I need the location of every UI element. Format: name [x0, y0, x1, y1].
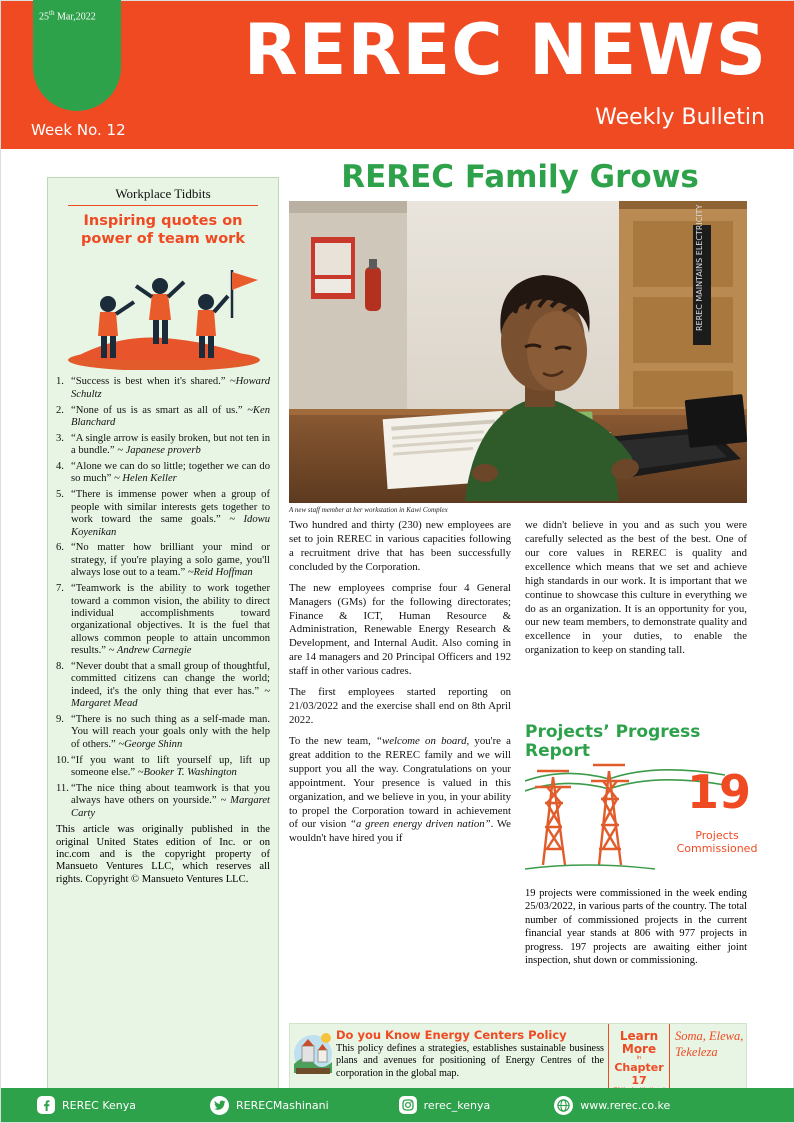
page-footer: [1, 1088, 794, 1122]
issue-date-day: 25: [39, 11, 49, 23]
article-column-right: [525, 519, 747, 665]
projects-commissioned-label: Projects Commissioned: [676, 829, 758, 856]
quote-number: 10.: [56, 754, 70, 766]
quote-text: “A single arrow is easily broken, but not ten in a bundle.”: [71, 432, 270, 457]
article-paragraph: we didn't believe in you and as such you were carefully selected as the best of the best. One of our core values in REREC is quality and excellence which means that we set and achieve high standards in our work. It is important that we continue to showcase this culture in everything we do as an organization. It is an opportunity for you, our new team members, to demonstrate quality and excellence in your duties, to enable the organization to keep on standing tall.: [525, 519, 747, 657]
list-item: [56, 461, 270, 486]
main-headline: REREC Family Grows: [341, 159, 699, 195]
quote-text: “If you want to lift yourself up, lift up someone else.”: [71, 754, 270, 779]
sidebar-title: Workplace Tidbits: [68, 186, 258, 206]
quote-text: “Success is best when it's shared.”: [71, 376, 226, 388]
quote-number: 3.: [56, 432, 64, 444]
quote-author: ~Reid Hoffman: [187, 567, 253, 579]
list-item: [56, 542, 270, 579]
list-item: [56, 755, 270, 780]
issue-date: [39, 9, 96, 22]
svg-text:REREC MAINTAINS ELECTRICITY: REREC MAINTAINS ELECTRICITY: [695, 204, 704, 331]
quote-list: [56, 376, 270, 820]
welcome-quote-open: “welcome on board,: [376, 734, 470, 747]
week-number: Week No. 12: [31, 121, 126, 139]
quote-author: ~ Japanese proverb: [117, 445, 201, 457]
quote-number: 6.: [56, 542, 64, 554]
globe-icon: [554, 1096, 573, 1115]
facebook-icon: [37, 1096, 55, 1114]
list-item: [56, 489, 270, 539]
quote-author: ~ Margaret Mead: [71, 685, 270, 710]
welcome-text-c: . We wouldn't have hired you if: [289, 818, 511, 845]
policy-banner: [289, 1023, 747, 1091]
bulletin-subtitle: Weekly Bulletin: [595, 105, 765, 130]
learn-more-box[interactable]: [608, 1024, 670, 1090]
quote-number: 1.: [56, 376, 64, 388]
quote-number: 5.: [56, 489, 64, 501]
quote-author: ~Ken Blanchard: [71, 404, 270, 428]
quote-number: 9.: [56, 714, 64, 726]
article-column-left: [289, 519, 511, 853]
list-item: [56, 714, 270, 751]
workplace-tidbits-sidebar: [47, 177, 279, 1093]
sidebar-copyright-note: This article was originally published in the original United States edition of Inc. or on inc.com and is the copyright property of Mansueto Ventures LLC, which reserves all rights. Copyright © Mansueto Ventures LLC.: [56, 824, 270, 885]
instagram-icon: [399, 1096, 417, 1114]
policy-banner-body: This policy defines a strategies, establishes sustainable business plans and avenues for positioning of Energy Centres of the corporation in the global map.: [336, 1043, 604, 1079]
list-item: [56, 661, 270, 711]
quote-number: 8.: [56, 660, 64, 672]
quote-text: “Never doubt that a small group of thoughtful, committed citizens can change the world; indeed, it's the only thing that ever has.”: [71, 660, 270, 697]
quote-text: “None of us is as smart as all of us.”: [71, 404, 243, 416]
quote-author: ~ Idowu Koyenikan: [71, 514, 270, 538]
quote-author: ~Howard Schultz: [71, 376, 270, 400]
quote-text: “There is immense power when a group of people with similar interests gets together to work toward the same goals.”: [71, 489, 270, 526]
photo-caption: A new staff member at her workstation in Kawi Complex: [289, 506, 448, 514]
issue-date-suffix: th: [49, 9, 55, 17]
footer-instagram[interactable]: [399, 1096, 491, 1114]
quote-text: “The nice thing about teamwork is that you always have others on yourside.”: [71, 782, 270, 807]
quote-number: 11.: [56, 782, 69, 794]
footer-instagram-label: rerec_kenya: [423, 1098, 491, 1112]
teamwork-illustration: [56, 252, 270, 370]
banner-slogan: Soma, Elewa, Tekeleza: [675, 1029, 744, 1059]
list-item: [56, 433, 270, 458]
list-item: [56, 376, 270, 401]
article-paragraph-welcome: [289, 735, 511, 846]
twitter-icon: [210, 1096, 229, 1115]
footer-facebook[interactable]: [37, 1096, 136, 1114]
energy-centre-icon: [290, 1024, 336, 1090]
quote-text: “Alone we can do so little; together we can do so much”: [71, 461, 270, 485]
list-item: [56, 583, 270, 657]
quote-text: “No matter how brilliant your mind or strategy, if you're playing a solo game, you'll always lose out to a team.”: [71, 542, 270, 579]
learn-more-chapter: Chapter 17: [614, 1061, 664, 1088]
footer-twitter-label: RERECMashinani: [236, 1098, 329, 1112]
projects-progress-title: Projects’ Progress Report: [525, 722, 701, 761]
quote-number: 4.: [56, 461, 64, 473]
quote-number: 7.: [56, 583, 64, 595]
quote-author: ~Booker T. Washington: [137, 767, 237, 779]
list-item: [56, 405, 270, 430]
learn-more-in: in: [636, 1055, 642, 1062]
article-paragraph: Two hundred and thirty (230) new employees are set to join REREC in various capacities following a recruitment drive that has been successfully concluded by the Corporation.: [289, 519, 511, 573]
quote-author: ~ Helen Keller: [113, 473, 177, 485]
footer-facebook-label: REREC Kenya: [62, 1098, 137, 1112]
page-header: [1, 1, 794, 149]
quote-text: “Teamwork is the ability to work together toward a common vision, the ability to direct individual accomplishments toward organizational objectives. It is the fuel that allows common people to attain uncommon results.”: [71, 583, 270, 657]
sidebar-heading: Inspiring quotes on power of team work: [81, 213, 245, 248]
issue-date-rest: Mar,2022: [54, 11, 96, 23]
policy-banner-text: [336, 1024, 608, 1090]
quote-author: ~ Margaret Carty: [71, 795, 271, 819]
projects-commissioned-count: 19: [686, 765, 751, 819]
projects-progress-body: 19 projects were commissioned in the week ending 25/03/2022, in various parts of the country. The total number of commissioned projects in the current financial year stands at 806 with 977 projects in progress. 197 projects are awaiting either joint inspection, shut down or commissioning.: [525, 888, 747, 967]
policy-banner-title: Do you Know Energy Centers Policy: [336, 1028, 567, 1042]
article-paragraph: The first employees started reporting on 21/03/2022 and the exercise shall end on 8th April 2022.: [289, 686, 511, 726]
list-item: [56, 783, 270, 820]
quote-author: ~George Shinn: [118, 738, 183, 750]
quote-number: 2.: [56, 404, 64, 416]
masthead-title: REREC NEWS: [243, 9, 767, 91]
feature-photo: [289, 201, 747, 503]
article-paragraph: The new employees comprise four 4 General Managers (GMs) for the following directorates; Finance & ICT, Human Resource & Administration, Renewable Energy Research & Development, and Internal Audit. Also coming in are 14 managers and 20 Principal Officers and 192 staff in other various cadres.: [289, 581, 511, 678]
footer-twitter[interactable]: [210, 1096, 329, 1115]
quote-author: ~ Andrew Carnegie: [108, 645, 192, 657]
vision-statement: “a green energy driven nation”: [349, 818, 491, 831]
learn-more-label: Learn More: [619, 1029, 659, 1056]
welcome-text-a: To the new team,: [289, 734, 377, 747]
quote-text: “There is no such thing as a self-made man. You will reach your goals only with the help of others.”: [71, 714, 270, 750]
welcome-text-b: you're a great addition to the REREC family and we will support you all the way. Congratulations on your appointment. Your presence is valued in this organization, and we believe in you, in your ability to propel the Corporation toward in achievement of our vision: [289, 734, 511, 831]
footer-website[interactable]: [554, 1096, 670, 1115]
footer-website-label: www.rerec.co.ke: [580, 1098, 671, 1112]
